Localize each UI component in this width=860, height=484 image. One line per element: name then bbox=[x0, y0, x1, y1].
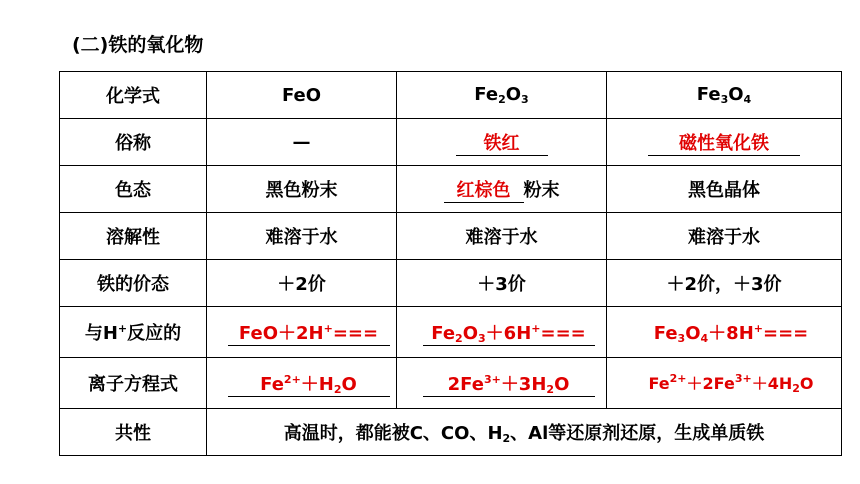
label-reaction-1: 与H+反应的 bbox=[60, 307, 207, 358]
row-valence bbox=[60, 260, 842, 307]
fe2o3-valence: ＋3价 bbox=[397, 260, 607, 307]
row-color-state bbox=[60, 166, 842, 213]
iron-oxides-table bbox=[59, 71, 842, 456]
feo-valence: ＋2价 bbox=[207, 260, 397, 307]
header-label: 化学式 bbox=[60, 72, 207, 119]
label-valence: 铁的价态 bbox=[60, 260, 207, 307]
fe3o4-color-state: 黑色晶体 bbox=[607, 166, 842, 213]
header-fe3o4: $Fe_3O_4$ bbox=[607, 72, 842, 119]
header-fe2o3: $Fe_2O_3$ bbox=[397, 72, 607, 119]
fe3o4-valence: ＋2价，＋3价 bbox=[607, 260, 842, 307]
fe2o3-common-name bbox=[397, 119, 607, 166]
feo-solubility: 难溶于水 bbox=[207, 213, 397, 260]
label-common-property: 共性 bbox=[60, 409, 207, 456]
fe3o4-reaction-1: $Fe_3O_4+8H^+===$ bbox=[607, 307, 842, 358]
fe2o3-reaction-1: $Fe_2O_3+6H^+===$ bbox=[397, 307, 607, 358]
label-color-state: 色态 bbox=[60, 166, 207, 213]
row-common-name bbox=[60, 119, 842, 166]
fe2o3-color-rest: 粉末 bbox=[523, 179, 560, 201]
label-common-name: 俗称 bbox=[60, 119, 207, 166]
fe2o3-reaction-2: $2Fe^{3+}+3H_2O$ bbox=[397, 358, 607, 409]
feo-reaction-1: FeO＋2H+=== bbox=[207, 307, 397, 358]
feo-common-name: — bbox=[207, 119, 397, 166]
row-reaction-line2 bbox=[60, 358, 842, 409]
fe3o4-solubility: 难溶于水 bbox=[607, 213, 842, 260]
row-solubility bbox=[60, 213, 842, 260]
fe2o3-color-answer: 红棕色 bbox=[444, 176, 524, 203]
fe3o4-name-answer: 磁性氧化铁 bbox=[648, 129, 800, 156]
feo-color-state: 黑色粉末 bbox=[207, 166, 397, 213]
label-reaction-2: 离子方程式 bbox=[60, 358, 207, 409]
header-row bbox=[60, 72, 842, 119]
fe3o4-common-name bbox=[607, 119, 842, 166]
row-common-property bbox=[60, 409, 842, 456]
label-solubility: 溶解性 bbox=[60, 213, 207, 260]
fe2o3-color-state bbox=[397, 166, 607, 213]
fe3o4-reaction-2: $Fe^{2+}+2Fe^{3+}+4H_2O$ bbox=[607, 358, 842, 409]
fe2o3-solubility: 难溶于水 bbox=[397, 213, 607, 260]
common-property-text: 高温时，都能被C、CO、$H_2$、Al等还原剂还原，生成单质铁 bbox=[207, 409, 842, 456]
row-reaction-line1 bbox=[60, 307, 842, 358]
section-title: (二)铁的氧化物 bbox=[72, 34, 204, 56]
header-feo: FeO bbox=[207, 72, 397, 119]
feo-reaction-2: $Fe^{2+}+H_2O$ bbox=[207, 358, 397, 409]
fe2o3-name-answer: 铁红 bbox=[456, 129, 548, 156]
